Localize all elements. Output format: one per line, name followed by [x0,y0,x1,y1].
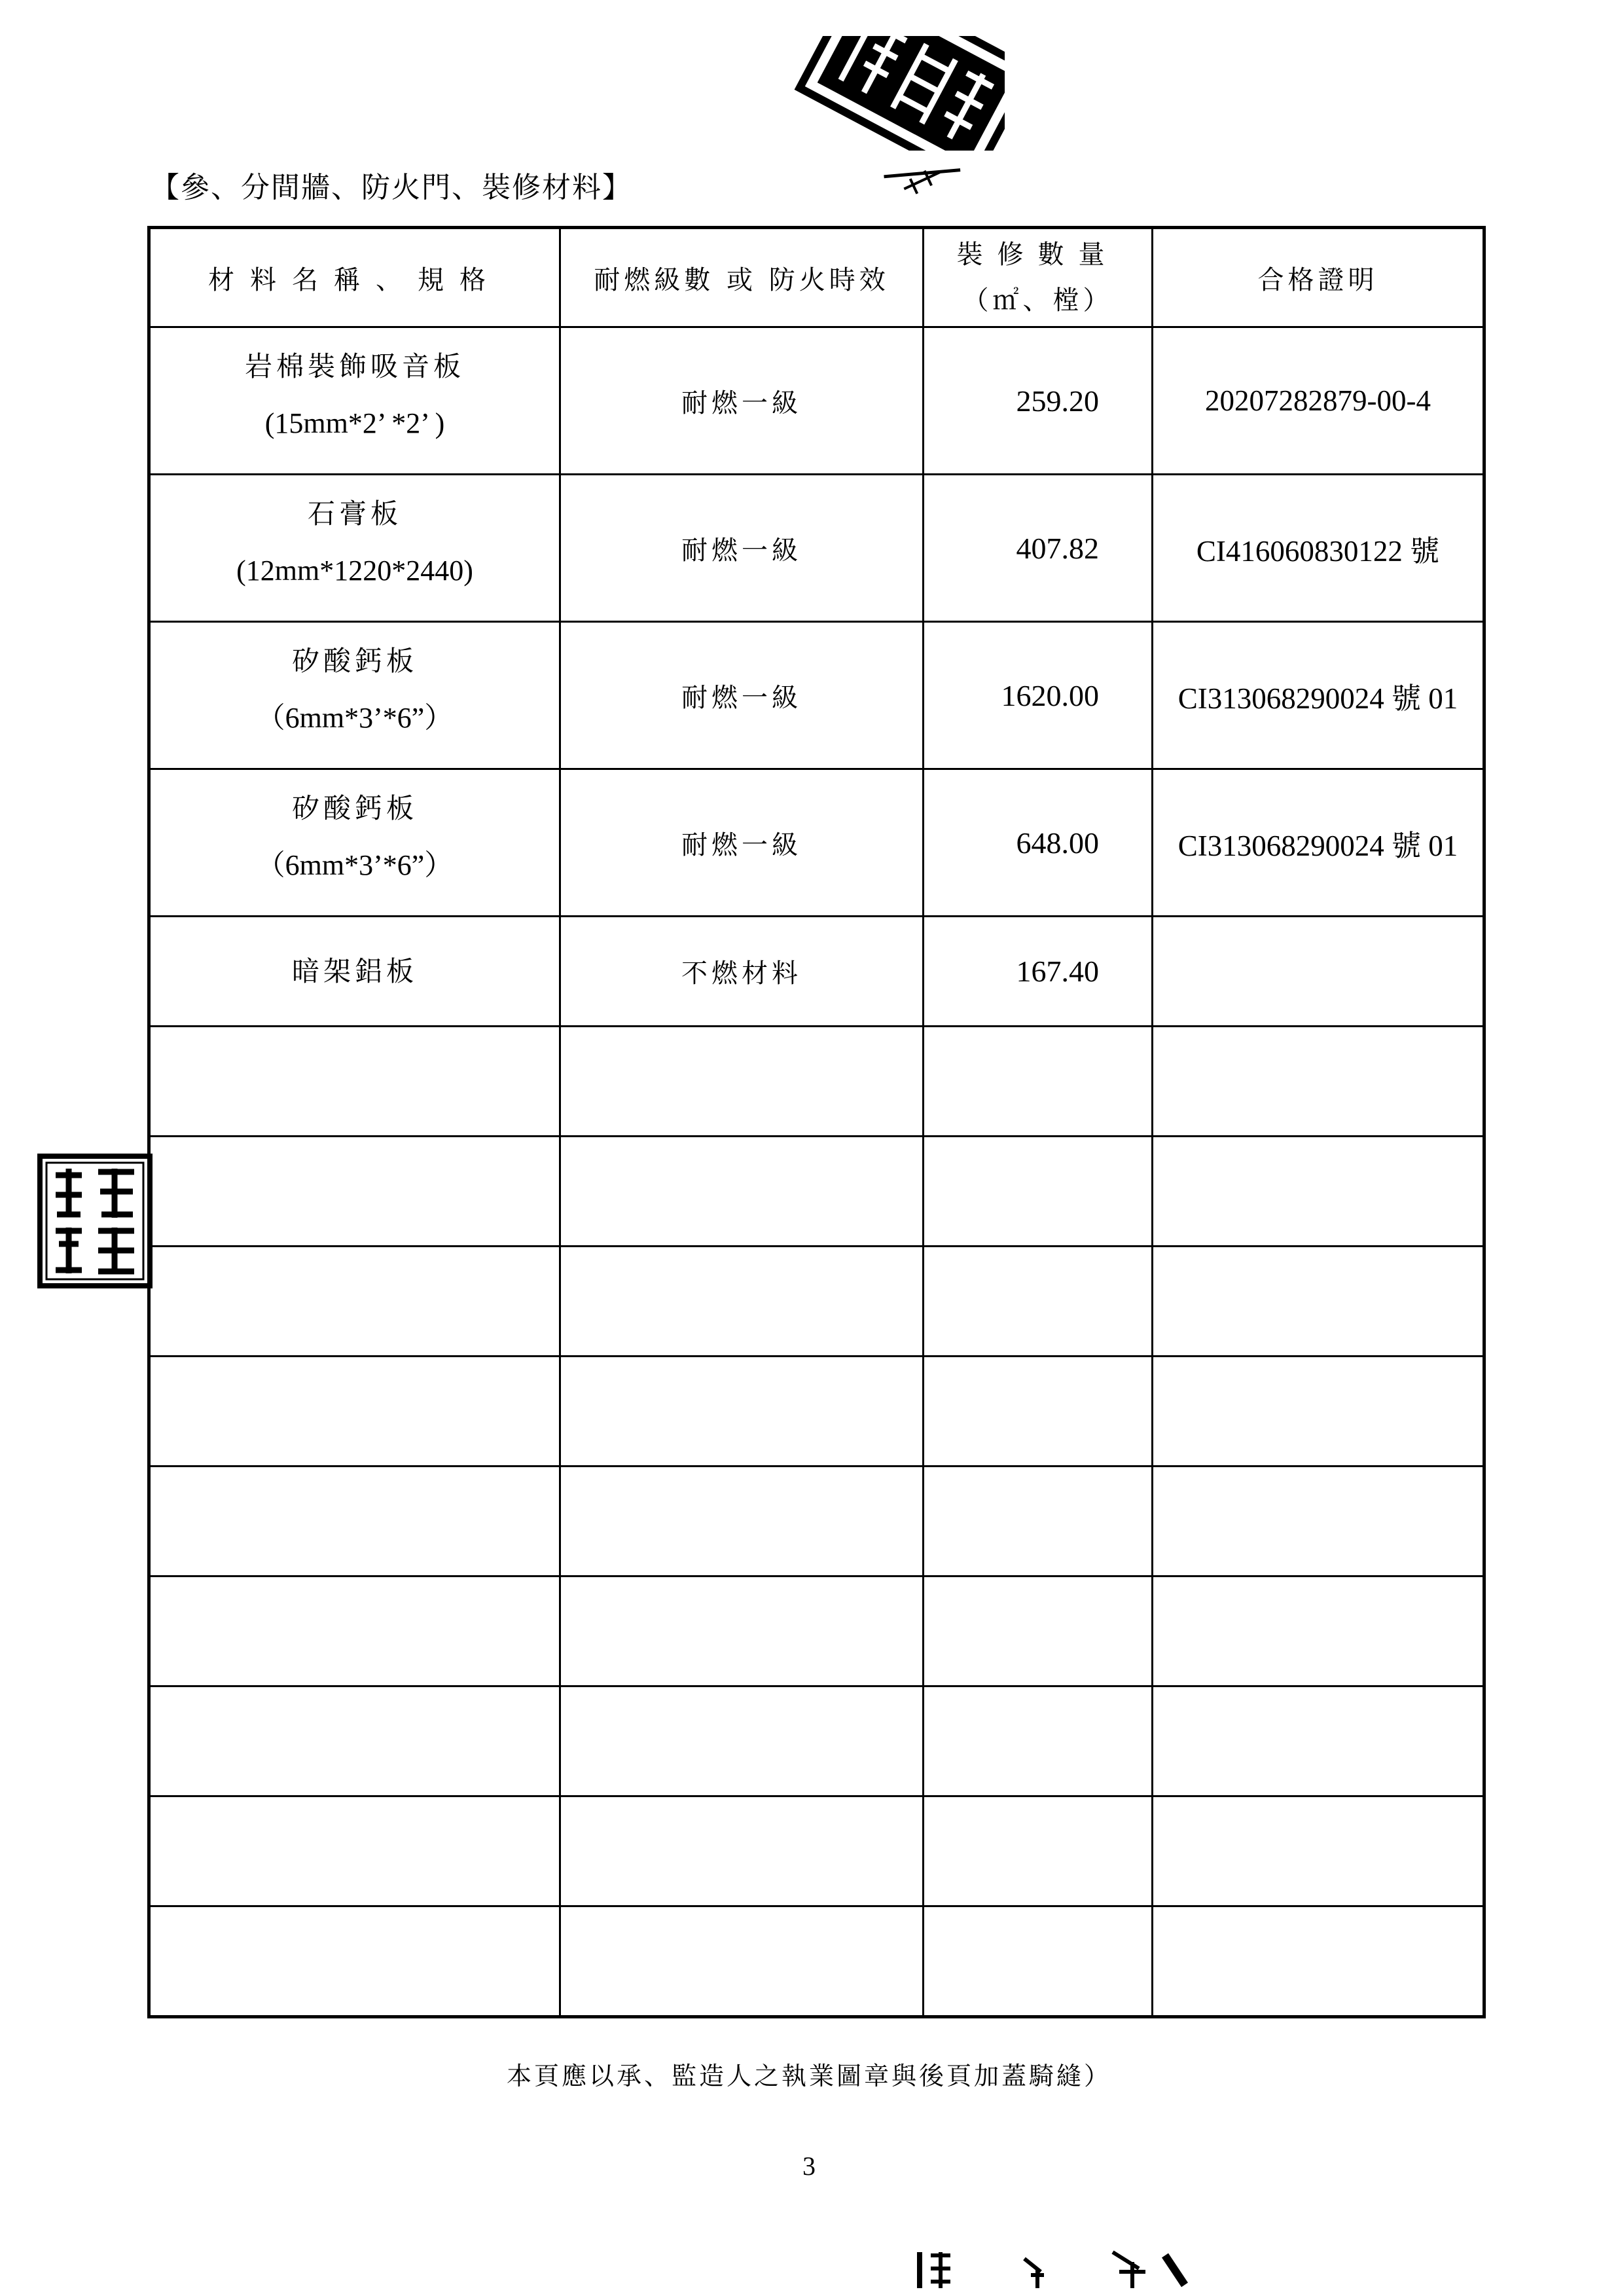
empty-cell [1153,1357,1484,1467]
certificate-number: CI313068290024 號 01 [1153,769,1484,917]
empty-cell [149,1576,560,1686]
material-name: 暗架鋁板 [291,955,418,987]
header-name-spec: 材料名稱、規格 [149,228,560,327]
material-name-cell [149,475,560,622]
material-spec: （6mm*3’*6”） [256,849,454,881]
empty-cell [924,1906,1153,2017]
empty-table-row [149,1247,1484,1357]
material-name: 矽酸鈣板 [291,645,418,677]
empty-cell [560,1357,924,1467]
empty-cell [149,1357,560,1467]
empty-cell [1153,1137,1484,1247]
fire-rating: 耐燃一級 [560,475,924,622]
material-name-cell [149,327,560,475]
material-name-cell [149,622,560,769]
materials-table [147,226,1486,2018]
certificate-number: CI416060830122 號 [1153,475,1484,622]
table-row [149,327,1484,475]
empty-cell [1153,1576,1484,1686]
material-name: 矽酸鈣板 [291,792,418,824]
empty-cell [560,1686,924,1796]
empty-cell [1153,1467,1484,1576]
footer-note: 本頁應以承、監造人之執業圖章與後頁加蓋騎縫） [506,2062,1111,2090]
empty-table-row [149,1576,1484,1686]
table-row [149,475,1484,622]
fire-rating: 耐燃一級 [560,327,924,475]
empty-cell [1153,1796,1484,1906]
top-seal-stamp [789,36,1005,151]
material-spec: (15mm*2’ *2’ ) [264,407,445,439]
empty-table-row [149,1796,1484,1906]
empty-cell [924,1686,1153,1796]
left-seal-stamp [36,1152,154,1290]
material-name-cell [149,917,560,1027]
material-spec: (12mm*1220*2440) [236,555,473,587]
empty-cell [924,1357,1153,1467]
empty-cell [1153,1906,1484,2017]
empty-cell [560,1137,924,1247]
fire-rating: 耐燃一級 [560,769,924,917]
empty-cell [924,1576,1153,1686]
empty-cell [924,1796,1153,1906]
empty-cell [149,1137,560,1247]
header-rating: 耐燃級數 或 防火時效 [560,228,924,327]
table-header-row [149,228,1484,327]
material-name: 石膏板 [307,498,402,530]
empty-cell [1153,1027,1484,1137]
empty-cell [560,1906,924,2017]
empty-cell [924,1027,1153,1137]
empty-cell [924,1137,1153,1247]
empty-cell [149,1467,560,1576]
empty-cell [924,1247,1153,1357]
empty-cell [1153,1686,1484,1796]
empty-cell [560,1576,924,1686]
top-seal-fragment [880,144,979,203]
header-quantity-label: 裝修數量 [956,240,1119,270]
empty-cell [560,1247,924,1357]
quantity: 407.82 [924,475,1153,622]
empty-cell [149,1906,560,2017]
quantity: 1620.00 [924,622,1153,769]
material-name-cell [149,769,560,917]
empty-table-row [149,1467,1484,1576]
empty-cell [149,1796,560,1906]
empty-table-row [149,1686,1484,1796]
empty-cell [1153,1247,1484,1357]
section-title: 【參、分間牆、防火門、裝修材料】 [151,171,632,204]
quantity: 167.40 [924,917,1153,1027]
empty-cell [149,1247,560,1357]
empty-table-row [149,1137,1484,1247]
empty-cell [149,1686,560,1796]
table-row [149,769,1484,917]
empty-table-row [149,1027,1484,1137]
certificate-number: 20207282879-00-4 [1153,327,1484,475]
fire-rating: 耐燃一級 [560,622,924,769]
fire-rating: 不燃材料 [560,917,924,1027]
empty-cell [560,1796,924,1906]
empty-cell [560,1467,924,1576]
empty-cell [560,1027,924,1137]
empty-table-row [149,1906,1484,2017]
certificate-number: CI313068290024 號 01 [1153,622,1484,769]
table-row [149,917,1484,1027]
header-certificate: 合格證明 [1153,228,1484,327]
empty-cell [924,1467,1153,1576]
material-spec: （6mm*3’*6”） [256,702,454,734]
certificate-number [1153,917,1484,1027]
material-name: 岩棉裝飾吸音板 [244,350,465,382]
bottom-seal-fragment [916,2242,1191,2288]
table-row [149,622,1484,769]
empty-table-row [149,1357,1484,1467]
page-number: 3 [802,2151,816,2181]
header-quantity [924,228,1153,327]
quantity: 259.20 [924,327,1153,475]
header-quantity-unit: （㎡、樘） [962,285,1113,316]
empty-cell [149,1027,560,1137]
quantity: 648.00 [924,769,1153,917]
